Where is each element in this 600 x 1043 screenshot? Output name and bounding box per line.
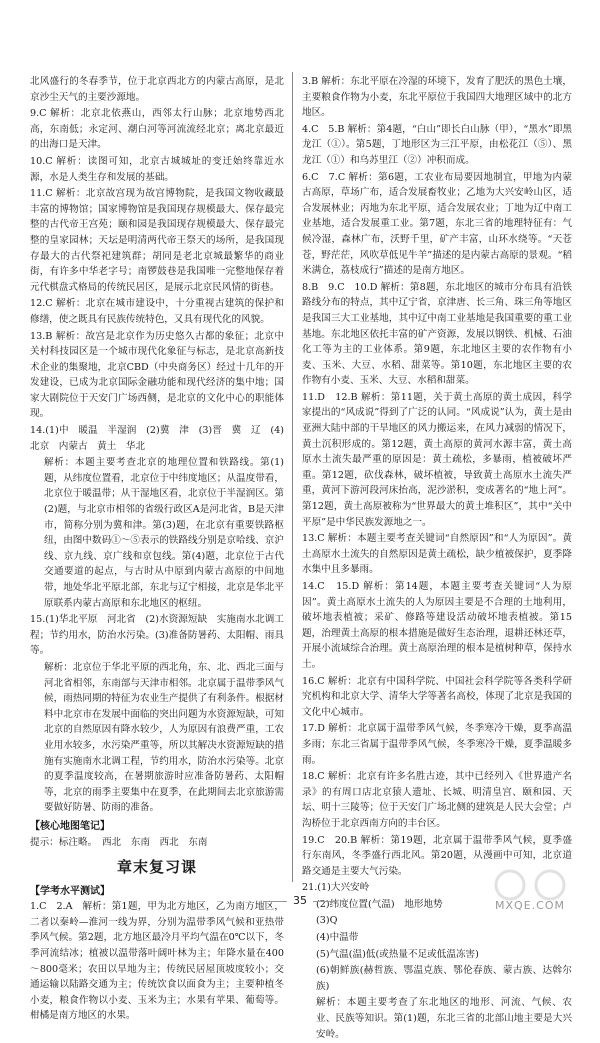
left-intro: 北风盛行的冬春季节，位于北京西北方的内蒙古高原，是北京沙尘天气的主要沙源地。 xyxy=(30,76,284,103)
answer-item-21-3: (3)Q xyxy=(316,915,338,927)
watermark-text: MXQE.COM xyxy=(495,899,565,912)
answer-item-13: 13.C 解析：本题主要考查关键词“自然原因”和“人为原因”。黄土高原水土流失的自然原因是黄土疏松，缺少植被保护，夏季降水集中且多暴雨。 xyxy=(302,533,572,576)
answer-item-4-5: 4.C 5.B 解析：第4题，“白山”即长白山脉（甲），“黑水”即黑龙江（①）。第5题，丁地形区为三江平原，由松花江（⑤）、黑龙江（①）和乌苏里江（②）冲积而成。 xyxy=(302,123,572,166)
answer-item-21-6: (6)朝鲜族(赫哲族、鄂温克族、鄂伦春族、蒙古族、达斡尔族) xyxy=(316,965,572,992)
page-number-right-rule xyxy=(313,901,337,902)
answer-item-15-explanation: 解析：北京位于华北平原的西北角，东、北、西北三面与河北省相邻，东南部与天津市相邻。北京属于温带季风气候，雨热同期的特征为农业生产提供了有利条件。根据材料中北京市在发展中面临的突出问题为水资源短缺，可知北京的自然原因有降水较少，人为原因有浪费严重，工农业用水较多，水污染严重等，所以其解决水资源短缺的措施有实施南水北调工程，节约用水，防治水污染等。北京的夏季温度较高，在暑期旅游时应准备防暑药、太阳帽等，北京的雨季主要集中在夏季，在此期间去北京旅游需要做好防暑、防雨的准备。 xyxy=(44,661,284,814)
test-section-label: 【学考水平测试】 xyxy=(30,885,110,897)
answer-item-21-5: (5)气温(温)低(或热量不足或低温冻害) xyxy=(316,948,479,960)
answer-item-21-2: (2)纬度位置(气温) 地形地势 xyxy=(316,898,443,910)
answer-item-19-20: 19.C 20.B 解析：第19题，北京属于温带季风气候，夏季盛行东南风，冬季盛行西北风。第20题，从漫画中可知，北京道路交通是主要大气污染。 xyxy=(302,834,572,877)
answer-item-21-explanation: 解析：本题主要考查了东北地区的地形、河流、气候、农业、民族等知识。第(1)题，东北三省的北部山地主要是大兴安岭。 xyxy=(316,997,572,1040)
answer-item-12: 12.C 解析：北京在城市建设中，十分重视古建筑的保护和修缮，使之既具有民族传统特色，又具有现代化的风貌。 xyxy=(30,298,284,325)
answer-item-13: 13.B 解析：故宫是北京作为历史悠久古都的象征；北京中关村科技园区是一个城市现代化象征与标志，是北京高新技术企业的集聚地，北京CBD（中央商务区）经过十几年的开发建设，已成为北京国际金融功能和现代经济的集中地；国家大剧院位于天安门广场西侧，是北京的文化中心的职能体现。 xyxy=(30,330,284,420)
answer-item-11-12: 11.D 12.B 解析：第11题，关于黄土高原的黄土成因，科学家提出的“风成说”得到了广泛的认同。“风成说”认为，黄土是由亚洲大陆中部的干旱地区的风力搬运来，在风力减弱的情况下，黄土沉积形成的。第12题，黄土高原的黄河水源丰富，黄土高原水土流失最严重的原因是：黄土疏松，多暴雨，植被破坏严重。第12题，砍伐森林，破坏植被，导致黄土高原水土流失严重，黄河下游河段河床抬高，泥沙淤积，变成著名的“地上河”。第12题，黄土高原被称为“世界最大的黄土堆积区”，其中“关中平原”是中华民族发源地之一。 xyxy=(302,391,572,528)
column-divider xyxy=(292,72,293,882)
answer-item-18: 18.C 解析：北京有许多名胜古迹，其中已经列入《世界遗产名录》的有周口店北京猿人遗址、长城、明清皇宫、颐和园、天坛、明十三陵等；位于天安门广场北侧的建筑是人民大会堂；卢沟桥位于北京西南方向的丰台区。 xyxy=(302,771,572,829)
answer-item-15: 15.(1)华北平原 河北省 (2)水资源短缺 实施南水北调工程；节约用水，防治水污染。(3)准备防暑药、太阳帽、雨具等。 xyxy=(30,614,284,657)
answer-item-21-4: (4)中温带 xyxy=(316,932,359,944)
answer-item-11: 11.C 解析：北京故宫现为故宫博物院，是我国文物收藏最丰富的博物馆；国家博物馆是我国现存规模最大、保存最完整的古代帝王宫苑；颐和园是我国现存规模最大、保存最完整的皇家园林；天坛是明清两代帝王祭天的场所，是我国现存最大的古代祭祀建筑群；胡同是老北京城最繁华的商业街，有许多中华老字号；南锣鼓巷是我国唯一完整地保存着元代棋盘式格局的传统民居区，是展示北京民风情的街巷。 xyxy=(30,188,284,293)
answer-item-6-7: 6.C 7.C 解析：第6题，工农业布局要因地制宜，甲地为内蒙古高原，草场广布，适合发展畜牧业；乙地为大兴安岭山区，适合发展林业；丙地为东北平原，适合发展农业；丁地为辽中南工业基地，适合发展重工业。第7题，东北三省的地理特征有：气候冷湿，森林广布，沃野千里，矿产丰富，山环水绕等。“天苍苍，野茫茫，风吹草低见牛羊”描述的是内蒙古高原的景观。“稻米满仓，荔枝成行”描述的是南方地区。 xyxy=(302,171,572,277)
test-item-1-2: 1.C 2.A 解析：第1题，甲为北方地区，乙为南方地区，二者以秦岭—淮河一线为界，分别为温带季风气候和亚热带季风气候。第2题，北方地区最冷月平均气温在0℃以下，冬季河流结冰；植被以温带落叶阔叶林为主；年降水量在400～800毫米；农田以旱地为主；传统民居屋顶坡度较小；交通运输以陆路交通为主；传统饮食以面食为主；主要种植冬小麦，粮食作物以小麦、玉米为主；水果有苹果、葡萄等。柑橘是南方地区的水果。 xyxy=(30,901,284,1022)
page-number-left-rule xyxy=(263,901,287,902)
page-number-text: 35 xyxy=(293,894,307,907)
answer-item-10: 10.C 解析：读图可知，北京古城城址的变迁始终靠近水源，水是人类生存和发展的基础。 xyxy=(30,155,284,183)
answer-item-21: 21.(1)大兴安岭 xyxy=(302,882,370,894)
answer-item-8-10: 8.B 9.C 10.D 解析：第8题，东北地区的城市分布具有沿铁路线分布的特点，其中辽宁省，京津唐、长三角、珠三角等地区是我国三大工业基地，其中辽中南工业基地是我国重要的重工业基地。东北地区依托丰富的矿产资源，发展以钢铁、机械、石油化工等为主的工业体系。第9题，东北地区主要的农作物有小麦、玉米、大豆、水稻、甜菜等。第10题，东北地区主要的农作物有小麦、玉米、大豆、水稻和甜菜。 xyxy=(302,281,572,387)
chapter-title: 章末复习课 xyxy=(116,858,197,877)
answer-item-3: 3.B 解析：东北平原在冷湿的环境下，发育了肥沃的黑色土壤，主要粮食作物为小麦，东北平原位于我国四大地理区域中的北方地区。 xyxy=(302,76,572,119)
answer-item-14-15: 14.C 15.D 解析：第14题，本题主要考查关键词“人为原因”。黄土高原水土流失的人为原因主要是不合理的土地利用，破坏地表植被；采矿、修路等建设活动破坏地表植被。第15题，治理黄土高原的根本措施是做好生态治理，退耕还林还草，开展小流域综合治理。黄土高原治理的根本是植树种草，保持水土。 xyxy=(302,581,572,670)
answer-item-17: 17.D 解析：北京属于温带季风气候，冬季寒冷干燥，夏季高温多雨；东北三省属于温带季风气候，冬季寒冷干燥，夏季温暖多雨。 xyxy=(302,723,572,766)
left-column xyxy=(30,74,284,1025)
answer-item-9: 9.C 解析：北京北依燕山，西邻太行山脉；北京地势西北高，东南低；永定河、潮白河等河流流经北京；离北京最近的出海口是天津。 xyxy=(30,108,284,151)
answer-item-16: 16.C 解析：北京有中国科学院、中国社会科学院等各类科学研究机构和北京大学、清华大学等著名高校，体现了北京是我国的文化中心城市。 xyxy=(302,675,572,718)
map-notes-label: 【核心地图笔记】 xyxy=(30,820,110,832)
map-notes: 提示：标注略。 西北 东南 西北 东南 xyxy=(30,836,208,848)
answer-item-14-explanation: 解析：本题主要考查北京的地理位置和铁路线。第(1)题，从纬度位置看，北京位于中纬度地区；从温度带看，北京位于暖温带；从干湿地区看，北京位于半湿润区。第(2)题，与北京市相邻的省级行政区A是河北省，B是天津市，简称分别为冀和津。第(3)题，在北京有重要铁路枢纽，由图中数码①～⑤表示的铁路线分别是京哈线、京沪线、京九线、京广线和京包线。第(4)题，北京位于古代交通要道的起点，与古时从中原到内蒙古高原的中间地带，地处华北平原北部，东北与辽宁相接，北京是华北平原联系内蒙古高原和东北地区的枢纽。 xyxy=(44,457,284,609)
answer-item-14: 14.(1)中 暖温 半湿润 (2)冀 津 (3)晋 冀 辽 (4)北京 内蒙古 黄土 华北 xyxy=(30,425,284,452)
